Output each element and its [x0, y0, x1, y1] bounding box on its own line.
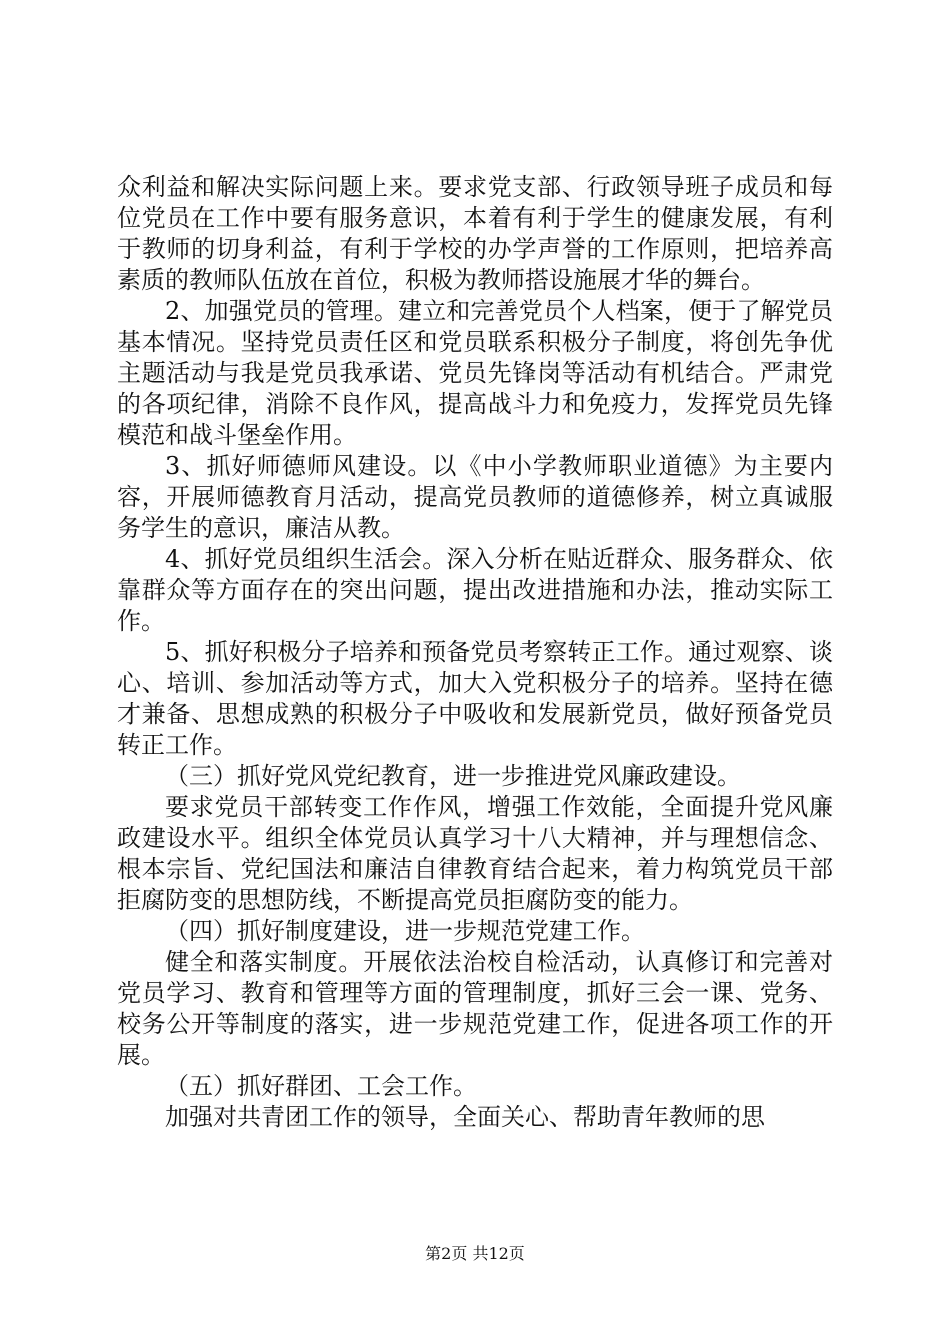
paragraph: 5、抓好积极分子培养和预备党员考察转正工作。通过观察、谈心、培训、参加活动等方式，加大入党积极分子的培养。坚持在德才兼备、思想成熟的积极分子中吸收和发展新党员，做好预备党员转正工作。 — [117, 638, 833, 759]
paragraph: 健全和落实制度。开展依法治校自检活动，认真修订和完善对党员学习、教育和管理等方面的管理制度，抓好三会一课、党务、校务公开等制度的落实，进一步规范党建工作，促进各项工作的开展。 — [117, 948, 833, 1069]
paragraph: 3、抓好师德师风建设。以《中小学教师职业道德》为主要内容，开展师德教育月活动，提高党员教师的道德修养，树立真诚服务学生的意识，廉洁从教。 — [117, 452, 833, 542]
section-heading: （五）抓好群团、工会工作。 — [165, 1072, 477, 1100]
document-body — [117, 172, 833, 1133]
paragraph: 众利益和解决实际问题上来。要求党支部、行政领导班子成员和每位党员在工作中要有服务意识，本着有利于学生的健康发展，有利于教师的切身利益，有利于学校的办学声誉的工作原则，把培养高素质的教师队伍放在首位，积极为教师搭设施展才华的舞台。 — [117, 173, 833, 294]
paragraph: 2、加强党员的管理。建立和完善党员个人档案，便于了解党员基本情况。坚持党员责任区和党员联系积极分子制度，将创先争优主题活动与我是党员我承诺、党员先锋岗等活动有机结合。严肃党的各项纪律，消除不良作风，提高战斗力和免疫力，发挥党员先锋模范和战斗堡垒作用。 — [117, 297, 833, 449]
page-footer: 第2页 共12页 — [425, 1244, 525, 1263]
paragraph: 4、抓好党员组织生活会。深入分析在贴近群众、服务群众、依靠群众等方面存在的突出问题，提出改进措施和办法，推动实际工作。 — [117, 545, 833, 635]
paragraph: 加强对共青团工作的领导，全面关心、帮助青年教师的思 — [165, 1103, 765, 1131]
paragraph: 要求党员干部转变工作作风，增强工作效能，全面提升党风廉政建设水平。组织全体党员认真学习十八大精神，并与理想信念、根本宗旨、党纪国法和廉洁自律教育结合起来，着力构筑党员干部拒腐防变的思想防线，不断提高党员拒腐防变的能力。 — [117, 793, 833, 914]
section-heading: （三）抓好党风党纪教育，进一步推进党风廉政建设。 — [165, 762, 741, 790]
section-heading: （四）抓好制度建设，进一步规范党建工作。 — [165, 917, 645, 945]
